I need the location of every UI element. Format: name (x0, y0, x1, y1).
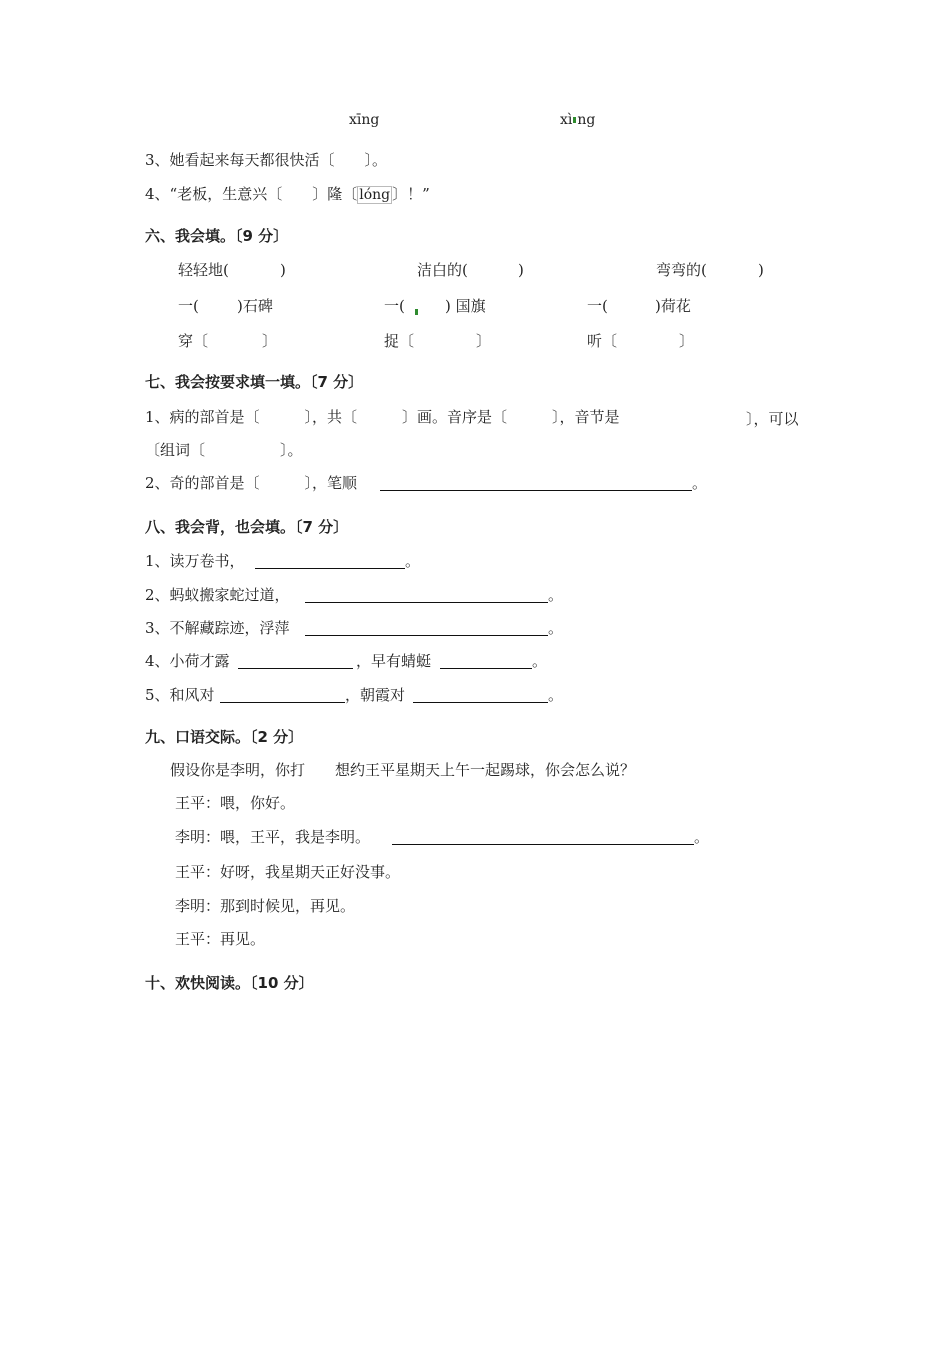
s8-question-4: 4、小荷才露 (145, 652, 230, 670)
pinyin-part: ng (577, 112, 596, 128)
fill-2-close: ) (518, 261, 524, 279)
s7-question-1-end: 〕，可以 (746, 410, 799, 428)
fill-4: 一( (178, 297, 199, 315)
period: 。 (405, 552, 421, 570)
section-10-title: 十、欢快阅读。〔10 分〕 (145, 974, 314, 992)
fill-2: 洁白的( (417, 261, 468, 279)
section-6-title: 六、我会填。〔9 分〕 (145, 227, 289, 245)
fill-9-close: 〕 (679, 332, 695, 350)
q4-pinyin-box: lóng (359, 187, 391, 203)
answer-line[interactable] (392, 844, 694, 845)
q4-text-end: 〕！” (392, 185, 430, 203)
answer-line[interactable] (255, 568, 405, 569)
section-8-title: 八、我会背，也会填。〔7 分〕 (145, 518, 349, 536)
s8-question-5: 5、和风对 (145, 686, 215, 704)
s7-question-1-cont: 〔组词〔 〕。 (145, 441, 303, 459)
pinyin-part: xì (560, 112, 573, 128)
fill-8: 捉〔 (384, 332, 415, 350)
answer-line[interactable] (413, 702, 548, 703)
pinyin-xing2 (560, 111, 595, 129)
s7-question-1: 1、病的部首是〔 〕，共〔 〕画。音序是〔 〕，音节是 (145, 408, 620, 426)
question-3: 3、她看起来每天都很快活〔 〕。 (145, 151, 388, 169)
section-9-title: 九、口语交际。〔2 分〕 (145, 728, 304, 746)
fill-7-close: 〕 (262, 332, 278, 350)
fill-5: 一( (384, 297, 405, 315)
section-7-title: 七、我会按要求填一填。〔7 分〕 (145, 373, 364, 391)
period: 。 (548, 619, 564, 637)
q4-text: 4、“老板，生意兴〔 〕隆〔 (145, 185, 358, 203)
period: 。 (532, 652, 548, 670)
s8-question-5-mid: ，朝霞对 (345, 686, 406, 704)
dialog-line: 李明：喂，王平，我是李明。 (175, 828, 371, 846)
s8-question-1: 1、读万卷书， (145, 552, 245, 570)
green-mark (573, 117, 576, 123)
period: 。 (548, 586, 564, 604)
fill-8-close: 〕 (476, 332, 492, 350)
period: 。 (692, 474, 708, 492)
s8-question-3: 3、不解藏踪迹，浮萍 (145, 619, 290, 637)
answer-line[interactable] (380, 490, 692, 491)
fill-9: 听〔 (587, 332, 618, 350)
question-4 (145, 185, 430, 204)
dialog-line: 王平：再见。 (175, 930, 266, 948)
fill-6: 一( (587, 297, 608, 315)
answer-line[interactable] (305, 635, 548, 636)
dialog-line: 王平：好呀，我星期天正好没事。 (175, 863, 401, 881)
answer-line[interactable] (305, 602, 548, 603)
fill-3-close: ) (758, 261, 764, 279)
fill-7: 穿〔 (178, 332, 209, 350)
fill-6-close: )荷花 (655, 297, 691, 315)
answer-line[interactable] (220, 702, 345, 703)
s8-question-4-mid: ，早有蜻蜓 (356, 652, 432, 670)
green-mark (415, 309, 418, 315)
answer-line[interactable] (440, 668, 532, 669)
s7-question-2: 2、奇的部首是〔 〕，笔顺 (145, 474, 358, 492)
fill-1-close: ) (280, 261, 286, 279)
s8-question-2: 2、蚂蚁搬家蛇过道， (145, 586, 290, 604)
fill-3: 弯弯的( (656, 261, 707, 279)
pinyin-xing1: xīng (349, 112, 380, 128)
fill-1: 轻轻地( (178, 261, 229, 279)
dialog-line: 李明：那到时候见，再见。 (175, 897, 356, 915)
answer-line[interactable] (238, 668, 353, 669)
s9-prompt: 假设你是李明，你打 想约王平星期天上午一起踢球，你会怎么说？ (170, 761, 636, 779)
period: 。 (548, 686, 564, 704)
dialog-line: 王平：喂，你好。 (175, 794, 296, 812)
period: 。 (694, 828, 710, 846)
fill-4-close: )石碑 (237, 297, 273, 315)
fill-5-close: ) 国旗 (445, 297, 486, 315)
